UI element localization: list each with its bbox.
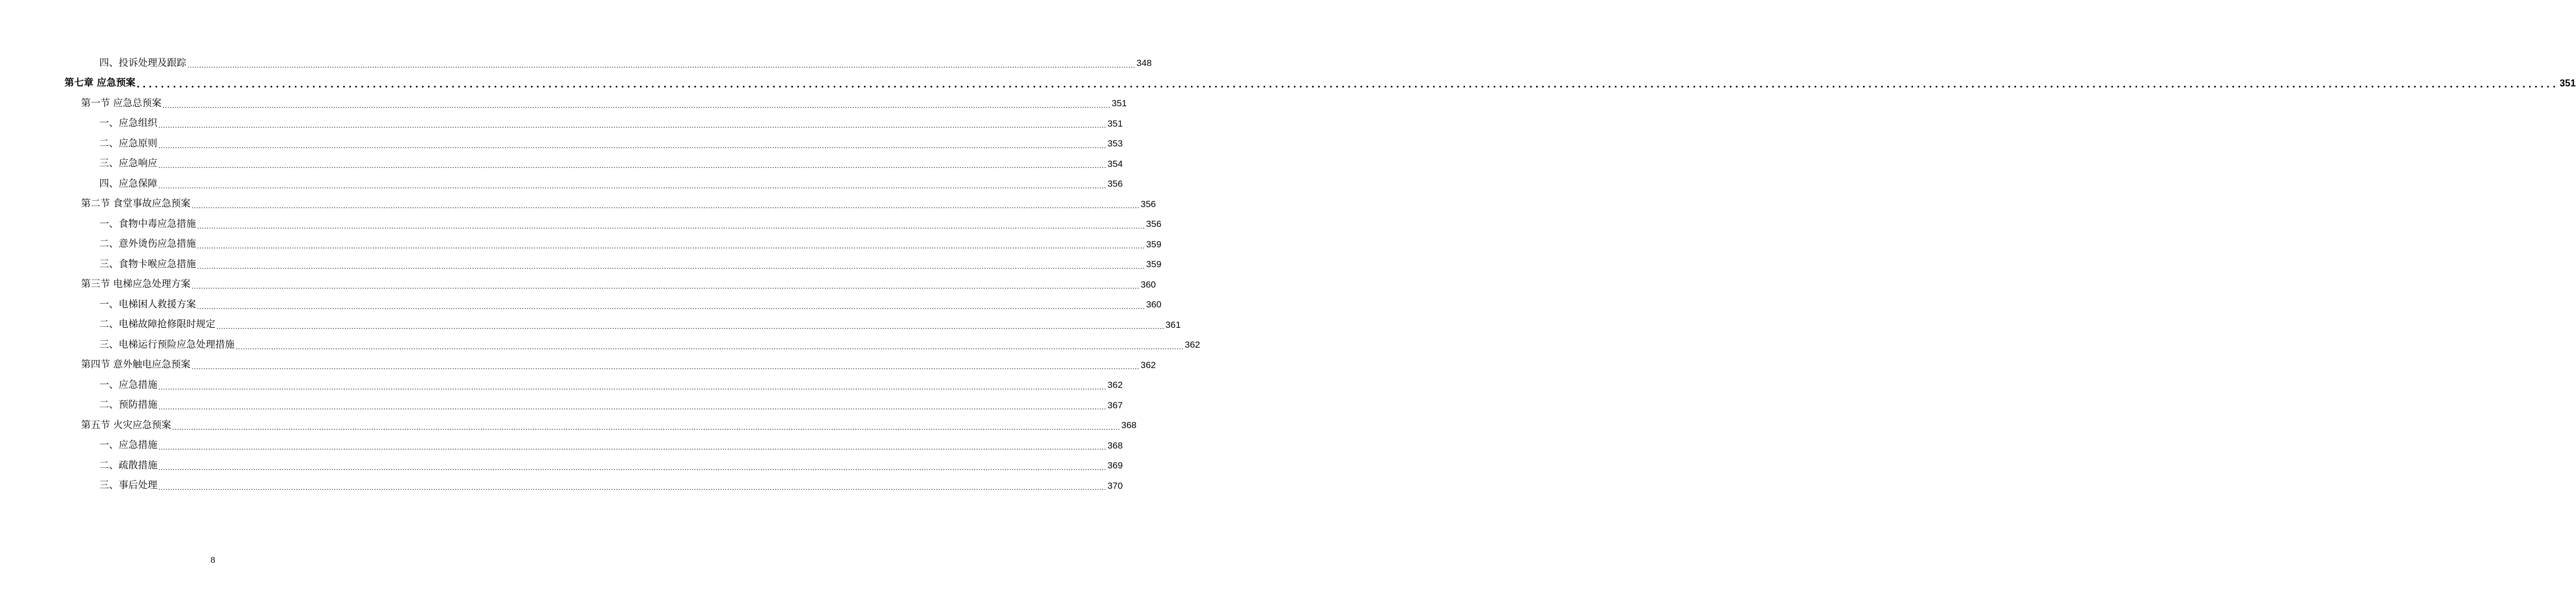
toc-entry[interactable]	[81, 415, 1137, 436]
table-of-contents	[0, 53, 2576, 496]
toc-entry-title: 一、应急组织	[99, 118, 157, 129]
toc-entry-title: 四、应急保障	[99, 178, 157, 189]
dot-leader: ................................................................................................................................................................................................................................................................................................................................................................................................................	[197, 262, 1145, 270]
toc-entry[interactable]	[99, 134, 1123, 154]
dot-leader: ................................................................................................................................................................................................................................................................................................................................................................................................................	[172, 423, 1120, 431]
dot-leader: ................................................................................................................................................................................................................................................................................................................................................................................................................	[236, 343, 1184, 351]
toc-entry[interactable]	[99, 174, 1123, 194]
toc-entry-page: 362	[1107, 380, 1123, 391]
dot-leader: ................................................................................................................................................................................................................................................................................................................................................................................................................	[191, 363, 1140, 371]
toc-entry[interactable]	[99, 214, 1162, 234]
toc-entry[interactable]	[99, 335, 1200, 355]
dot-leader: ................................................................................................................................................................................................................................................................................................................................................................................................................	[191, 202, 1140, 210]
toc-entry-title: 三、事后处理	[99, 480, 157, 491]
toc-entry[interactable]	[99, 154, 1123, 174]
toc-entry-page: 351	[1107, 118, 1123, 129]
dot-leader: ................................................................................................................................................................................................................................................................................................................................................................................................................	[158, 484, 1107, 491]
toc-entry[interactable]	[99, 114, 1123, 134]
toc-entry-title: 第七章 应急预案	[64, 77, 136, 89]
dot-leader: ................................................................................................................................................................................................................................................................................................................................................................................................................	[187, 61, 1136, 69]
toc-entry-page: 359	[1146, 259, 1162, 270]
toc-entry-page: 351	[2559, 78, 2576, 89]
toc-entry-title: 一、应急措施	[99, 439, 157, 451]
toc-entry-title: 三、食物卡喉应急措施	[99, 258, 196, 270]
toc-entry[interactable]	[81, 355, 1156, 376]
toc-entry-page: 356	[1107, 179, 1123, 189]
toc-entry-page: 348	[1136, 58, 1152, 69]
toc-entry-title: 二、预防措施	[99, 399, 157, 411]
toc-entry[interactable]	[99, 375, 1123, 395]
toc-entry[interactable]	[99, 315, 1181, 335]
dot-leader: ................................................................................................................................................................................................................................................................................................................................................................................................................	[197, 222, 1145, 230]
toc-entry[interactable]	[99, 234, 1162, 255]
dot-leader: ................................................................................................................................................................................................................................................................................................................................................................................................................	[162, 101, 1111, 109]
toc-entry-title: 二、电梯故障抢修限时规定	[99, 319, 215, 331]
toc-entry-title: 三、应急响应	[99, 158, 157, 170]
toc-entry-title: 二、应急原则	[99, 137, 157, 149]
toc-entry-page: 368	[1107, 440, 1123, 451]
toc-entry-page: 359	[1146, 239, 1162, 249]
toc-entry-title: 一、应急措施	[99, 379, 157, 391]
toc-entry-page: 361	[1165, 319, 1181, 330]
dot-leader: ................................................................................................................................................................................................................................................................................................................................................................................................................	[158, 142, 1107, 150]
toc-entry[interactable]	[81, 194, 1156, 215]
dot-leader: ................................................................................................................................................................................................................................................................................................................................................................................................................	[158, 383, 1107, 391]
dot-leader: ................................................................................................................................................................................................................................................................................................................................................................................................................	[216, 323, 1165, 331]
toc-entry-title: 一、电梯困人救援方案	[99, 298, 196, 310]
toc-entry-title: 第一节 应急总预案	[81, 97, 162, 109]
toc-entry-page: 356	[1140, 199, 1156, 209]
toc-entry-page: 370	[1107, 480, 1123, 491]
toc-entry[interactable]	[99, 436, 1123, 456]
page-number: 8	[210, 555, 215, 565]
dot-leader: ................................................................................................................................................................................................................................................................................................................................................................................................................	[136, 79, 2559, 90]
toc-entry-page: 360	[1146, 299, 1162, 310]
toc-entry-title: 第四节 意外触电应急预案	[81, 359, 191, 371]
dot-leader: ................................................................................................................................................................................................................................................................................................................................................................................................................	[158, 122, 1107, 129]
toc-entry-title: 四、投诉处理及跟踪	[99, 57, 186, 69]
toc-entry[interactable]	[99, 456, 1123, 476]
toc-entry-page: 356	[1146, 219, 1162, 230]
toc-entry-title: 二、疏散措施	[99, 459, 157, 471]
toc-entry[interactable]	[64, 74, 2576, 94]
dot-leader: ................................................................................................................................................................................................................................................................................................................................................................................................................	[158, 162, 1107, 170]
toc-entry-page: 362	[1140, 359, 1156, 370]
toc-entry[interactable]	[99, 476, 1123, 496]
toc-entry[interactable]	[99, 395, 1123, 416]
toc-entry-page: 362	[1184, 340, 1200, 350]
dot-leader: ................................................................................................................................................................................................................................................................................................................................................................................................................	[197, 303, 1145, 311]
toc-entry[interactable]	[81, 93, 1127, 114]
dot-leader: ................................................................................................................................................................................................................................................................................................................................................................................................................	[158, 444, 1107, 451]
toc-entry-title: 一、食物中毒应急措施	[99, 218, 196, 230]
toc-entry[interactable]	[81, 275, 1156, 295]
toc-entry[interactable]	[99, 254, 1162, 275]
toc-entry-page: 354	[1107, 158, 1123, 169]
toc-entry-title: 第五节 火灾应急预案	[81, 419, 171, 431]
dot-leader: ................................................................................................................................................................................................................................................................................................................................................................................................................	[191, 283, 1140, 290]
toc-entry-title: 二、意外烫伤应急措施	[99, 238, 196, 250]
toc-entry-title: 三、电梯运行预险应急处理措施	[99, 339, 235, 350]
toc-entry-page: 367	[1107, 400, 1123, 410]
toc-entry[interactable]	[99, 295, 1162, 315]
toc-entry-title: 第三节 电梯应急处理方案	[81, 278, 191, 290]
dot-leader: ................................................................................................................................................................................................................................................................................................................................................................................................................	[158, 403, 1107, 411]
dot-leader: ................................................................................................................................................................................................................................................................................................................................................................................................................	[197, 243, 1145, 250]
toc-entry-page: 369	[1107, 460, 1123, 471]
toc-entry-page: 368	[1121, 420, 1137, 431]
dot-leader: ................................................................................................................................................................................................................................................................................................................................................................................................................	[158, 464, 1107, 472]
toc-entry-title: 第二节 食堂事故应急预案	[81, 198, 191, 210]
toc-entry-page: 360	[1140, 279, 1156, 290]
toc-entry[interactable]	[99, 53, 1152, 74]
toc-entry-page: 351	[1111, 98, 1127, 109]
toc-entry-page: 353	[1107, 138, 1123, 149]
dot-leader: ................................................................................................................................................................................................................................................................................................................................................................................................................	[158, 182, 1107, 190]
